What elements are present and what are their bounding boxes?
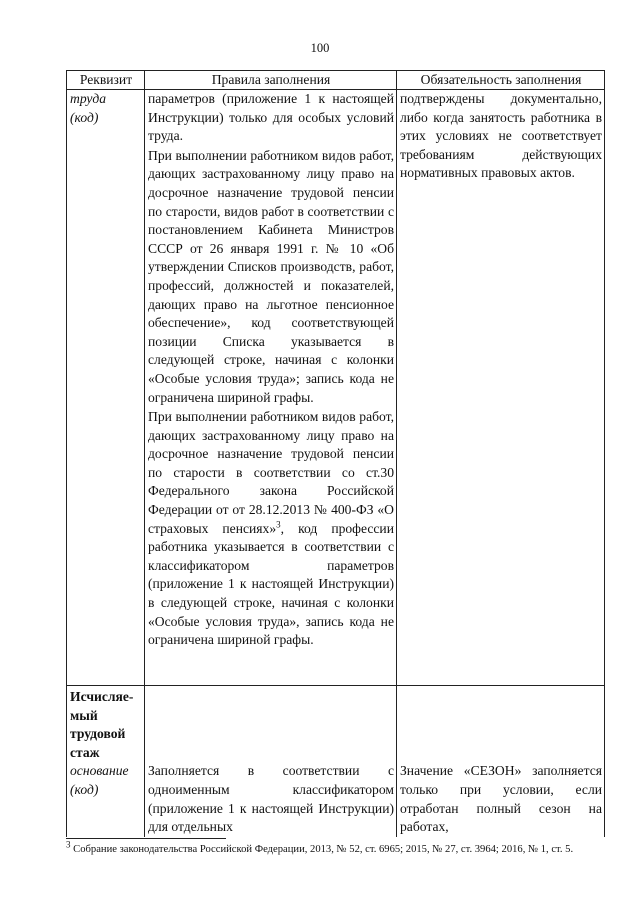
requisite-code-label: (код) — [70, 781, 99, 797]
empty-cell — [397, 686, 605, 763]
table-row — [67, 686, 605, 763]
rules-paragraph — [148, 408, 394, 650]
obligation-paragraph: Значение «СЕЗОН» заполняется только при условии, если отработан полный сезон на работах, — [400, 763, 602, 835]
footnote-divider — [66, 838, 226, 839]
requisite-cell — [67, 90, 145, 686]
rules-paragraph: параметров (приложение 1 к настоящей Инструкции) только для особых условий труда. — [148, 91, 394, 144]
footnote-marker: 3 — [66, 839, 71, 850]
page-number: 100 — [310, 41, 330, 55]
requisite-cell — [67, 762, 145, 836]
requisite-code-label: (код) — [70, 109, 99, 125]
fill-obligation-cell — [397, 762, 605, 836]
obligation-paragraph: подтверждены документально, либо когда занятость работника в этих условиях не соответствует требованиям действующих нормативных правовых актов. — [400, 91, 602, 181]
rules-paragraph: Заполняется в соответствии с одноименным классификатором (приложение 1 к настоящей Инструкции) для отдельных — [148, 763, 394, 835]
header-requisite: Реквизит — [67, 71, 145, 90]
table-row — [67, 762, 605, 836]
empty-cell — [145, 686, 397, 763]
footnote-reference: 3 — [276, 519, 281, 530]
header-fill-obligation: Обязательность заполнения — [397, 71, 605, 90]
rules-text: , код профессии работника указывается в соответствии с классификатором параметров (приложение 1 к настоящей Инструкции) в следующей строке, начиная с колонки «Особые условия труда», запись кода не ограничена шириной графы. — [148, 520, 394, 648]
fill-rules-cell — [145, 90, 397, 686]
table-row — [67, 90, 605, 686]
requirements-table — [66, 70, 605, 837]
requisite-name: труда — [70, 91, 107, 106]
rules-paragraph: При выполнении работником видов работ, дающих застрахованному лицу право на досрочное назначение трудовой пенсии по старости, видов работ в соответствии с постановлением Кабинета Министров СССР от 26 января 1991 г. № 10 «Об утверждении Списков производств, работ, профессий, должностей и показателей, дающих право на льготное пенсионное обеспечение», код соответствующей позиции Списка указывается в следующей строке, начиная с колонки «Особые условия труда»; запись кода не ограничена шириной графы. — [148, 147, 394, 405]
footnote — [66, 839, 626, 856]
header-fill-rules: Правила заполнения — [145, 71, 397, 90]
section-title-cell — [67, 686, 145, 763]
fill-obligation-cell — [397, 90, 605, 686]
fill-rules-cell — [145, 762, 397, 836]
section-title: Исчисляе-мый трудовой стаж — [70, 689, 134, 760]
table-header-row — [67, 71, 605, 90]
requisite-name: основание — [70, 763, 129, 779]
rules-text: При выполнении работником видов работ, дающих застрахованному лицу право на досрочное назначение трудовой пенсии по старости в соответствии со ст.30 Федерального закона Российской Федерации от от 28.12.2013 № 400-ФЗ «О страховых пенсиях» — [148, 409, 394, 536]
footnote-text: Собрание законодательства Российской Федерации, 2013, № 52, ст. 6965; 2015, № 27, ст. 3964; 2016, № 1, ст. 5. — [70, 844, 574, 855]
